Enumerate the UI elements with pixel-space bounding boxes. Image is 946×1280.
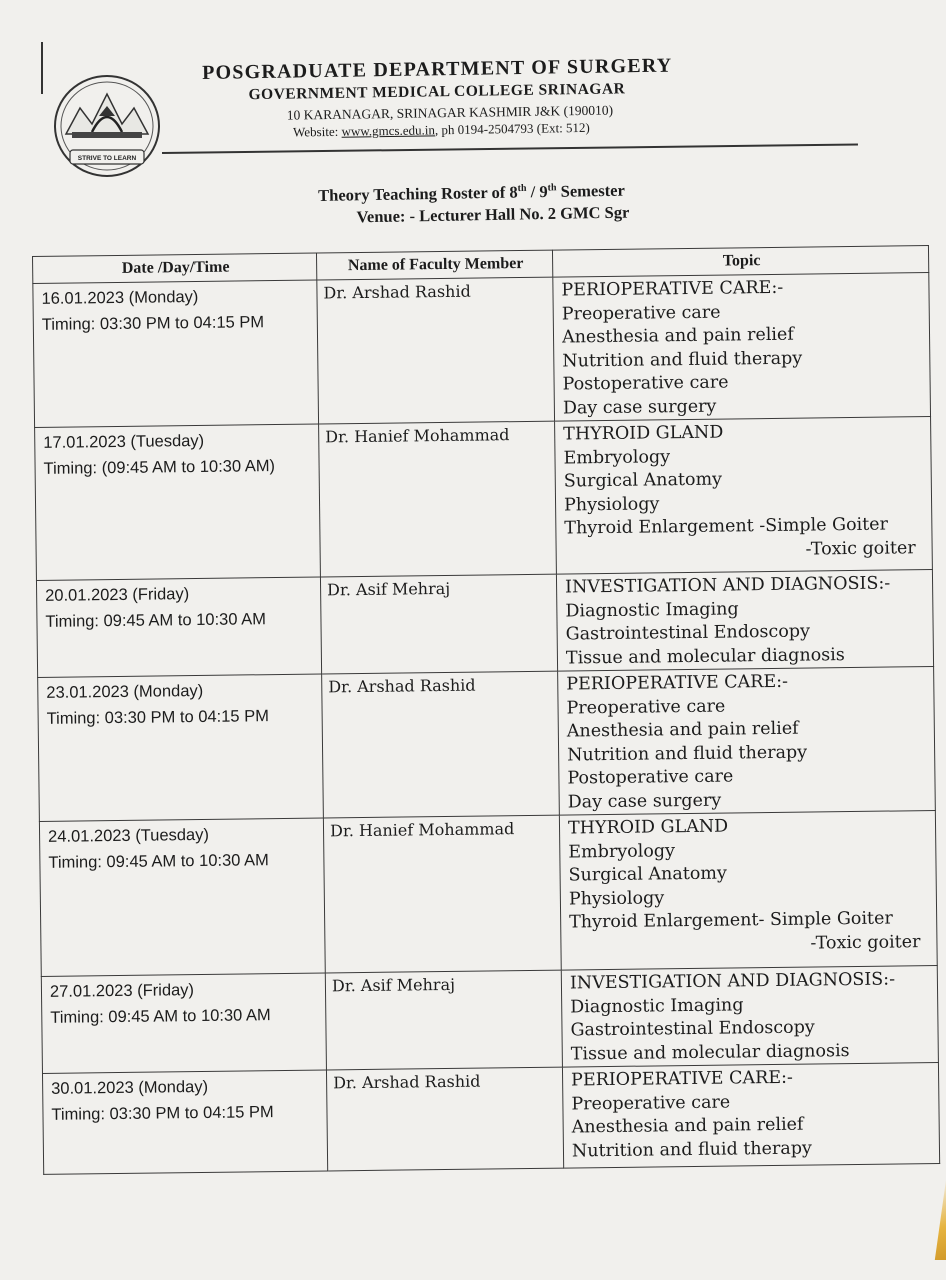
- topic-item: Anesthesia and pain relief: [571, 1114, 804, 1138]
- topic-heading: THYROID GLAND: [563, 422, 724, 445]
- date-cell: [39, 818, 325, 976]
- topic-item: Surgical Anatomy: [568, 863, 727, 886]
- faculty-cell: Dr. Arshad Rashid: [326, 1067, 563, 1171]
- topic-cell: [562, 1062, 939, 1168]
- roster-table: [32, 245, 940, 1175]
- table-row: [36, 570, 933, 678]
- table-row: [38, 667, 936, 822]
- roster-title-block: [318, 179, 739, 228]
- table-row: [42, 1062, 939, 1174]
- faculty-cell: Dr. Asif Mehraj: [325, 970, 562, 1070]
- college-address: 10 KARANAGAR, SRINAGAR KASHMIR J&K (190010): [286, 102, 614, 123]
- topic-item: Gastrointestinal Endoscopy: [570, 1017, 815, 1041]
- roster-body: [33, 273, 940, 1175]
- date-cell: [36, 577, 321, 677]
- topic-item: Day case surgery: [562, 396, 717, 419]
- topic-item: Preoperative care: [571, 1092, 731, 1114]
- session-timing: Timing: 03:30 PM to 04:15 PM: [51, 1103, 274, 1124]
- topic-item: -Toxic goiter: [805, 537, 916, 560]
- topic-item: Thyroid Enlargement -Simple Goiter: [564, 514, 889, 539]
- session-date: 16.01.2023 (Monday): [41, 287, 199, 308]
- session-date: 23.01.2023 (Monday): [46, 681, 204, 702]
- topic-item: Embryology: [568, 840, 676, 862]
- topic-item: Tissue and molecular diagnosis: [570, 1040, 850, 1064]
- table-row: [39, 811, 937, 977]
- website-link[interactable]: www.gmcs.edu.in: [341, 122, 436, 139]
- roster-title: Theory Teaching Roster of 8th / 9th Semester: [318, 180, 625, 205]
- table-row: [41, 965, 938, 1073]
- topic-heading: PERIOPERATIVE CARE:-: [566, 671, 789, 695]
- faculty-cell: Dr. Asif Mehraj: [320, 574, 557, 674]
- page-fold-corner: [932, 1180, 946, 1260]
- session-date: 17.01.2023 (Tuesday): [43, 431, 205, 452]
- date-cell: [33, 280, 319, 427]
- topic-item: Embryology: [563, 446, 671, 469]
- topic-cell: [559, 811, 937, 971]
- topic-cell: [553, 273, 931, 422]
- date-cell: [41, 973, 326, 1073]
- session-timing: Timing: (09:45 AM to 10:30 AM): [43, 457, 276, 478]
- topic-item: Thyroid Enlargement- Simple Goiter: [569, 908, 893, 933]
- topic-item: Nutrition and fluid therapy: [562, 348, 803, 372]
- header-topic: Topic: [552, 246, 928, 278]
- table-row: [33, 273, 931, 428]
- topic-cell: [556, 570, 933, 672]
- session-timing: Timing: 03:30 PM to 04:15 PM: [41, 313, 265, 334]
- session-timing: Timing: 09:45 AM to 10:30 AM: [50, 1006, 271, 1027]
- venue-line: Venue: - Lecturer Hall No. 2 GMC Sgr: [356, 202, 630, 227]
- website-label: Website:: [292, 123, 342, 140]
- topic-item: Gastrointestinal Endoscopy: [565, 621, 811, 645]
- topic-item: Anesthesia and pain relief: [561, 324, 794, 348]
- topic-item: Diagnostic Imaging: [570, 994, 744, 1017]
- topic-heading: PERIOPERATIVE CARE:-: [561, 277, 784, 301]
- margin-pen-mark: [41, 42, 43, 94]
- header-date: Date /Day/Time: [33, 253, 317, 283]
- topic-item: Nutrition and fluid therapy: [571, 1138, 812, 1161]
- session-timing: Timing: 09:45 AM to 10:30 AM: [48, 851, 269, 872]
- date-cell: [42, 1070, 327, 1174]
- topic-item: Preoperative care: [561, 302, 721, 325]
- topic-cell: [561, 965, 938, 1067]
- topic-item: Physiology: [568, 887, 665, 909]
- table-row: [35, 417, 933, 581]
- college-name: GOVERNMENT MEDICAL COLLEGE SRINAGAR: [248, 80, 626, 104]
- faculty-cell: Dr. Arshad Rashid: [322, 671, 560, 818]
- topic-item: Preoperative care: [566, 696, 726, 719]
- topic-heading: INVESTIGATION AND DIAGNOSIS:-: [564, 573, 891, 598]
- roster-table-wrapper: [32, 245, 943, 1175]
- faculty-cell: Dr. Hanief Mohammad: [323, 815, 561, 973]
- topic-item: Diagnostic Imaging: [565, 598, 739, 622]
- session-date: 27.01.2023 (Friday): [49, 981, 195, 1001]
- topic-cell: [555, 417, 933, 575]
- topic-heading: INVESTIGATION AND DIAGNOSIS:-: [569, 969, 896, 994]
- topic-cell: [558, 667, 936, 816]
- topic-item: Postoperative care: [562, 372, 729, 395]
- session-date: 30.01.2023 (Monday): [51, 1077, 209, 1098]
- topic-heading: THYROID GLAND: [567, 816, 729, 839]
- session-date: 20.01.2023 (Friday): [45, 585, 190, 605]
- phone-text: , ph 0194-2504793 (Ext: 512): [434, 119, 590, 138]
- college-logo-icon: [52, 72, 162, 180]
- topic-item: -Toxic goiter: [810, 931, 921, 954]
- topic-item: Nutrition and fluid therapy: [567, 742, 808, 765]
- faculty-cell: Dr. Hanief Mohammad: [319, 421, 557, 577]
- session-timing: Timing: 03:30 PM to 04:15 PM: [46, 707, 269, 728]
- topic-item: Tissue and molecular diagnosis: [565, 644, 845, 669]
- department-name: POSGRADUATE DEPARTMENT OF SURGERY: [201, 54, 673, 84]
- topic-heading: PERIOPERATIVE CARE:-: [570, 1067, 793, 1091]
- session-date: 24.01.2023 (Tuesday): [47, 825, 210, 846]
- header-divider: [162, 143, 858, 153]
- date-cell: [35, 424, 321, 580]
- header-faculty: Name of Faculty Member: [316, 250, 552, 280]
- faculty-cell: Dr. Arshad Rashid: [317, 277, 555, 424]
- letterhead: [200, 53, 761, 142]
- session-timing: Timing: 09:45 AM to 10:30 AM: [45, 610, 266, 631]
- topic-item: Anesthesia and pain relief: [566, 718, 799, 742]
- svg-text:STRIVE TO LEARN: STRIVE TO LEARN: [77, 155, 137, 162]
- topic-item: Day case surgery: [567, 790, 722, 812]
- topic-item: Postoperative care: [567, 766, 734, 789]
- topic-item: Surgical Anatomy: [563, 469, 723, 492]
- topic-item: Physiology: [563, 493, 660, 516]
- date-cell: [38, 674, 324, 821]
